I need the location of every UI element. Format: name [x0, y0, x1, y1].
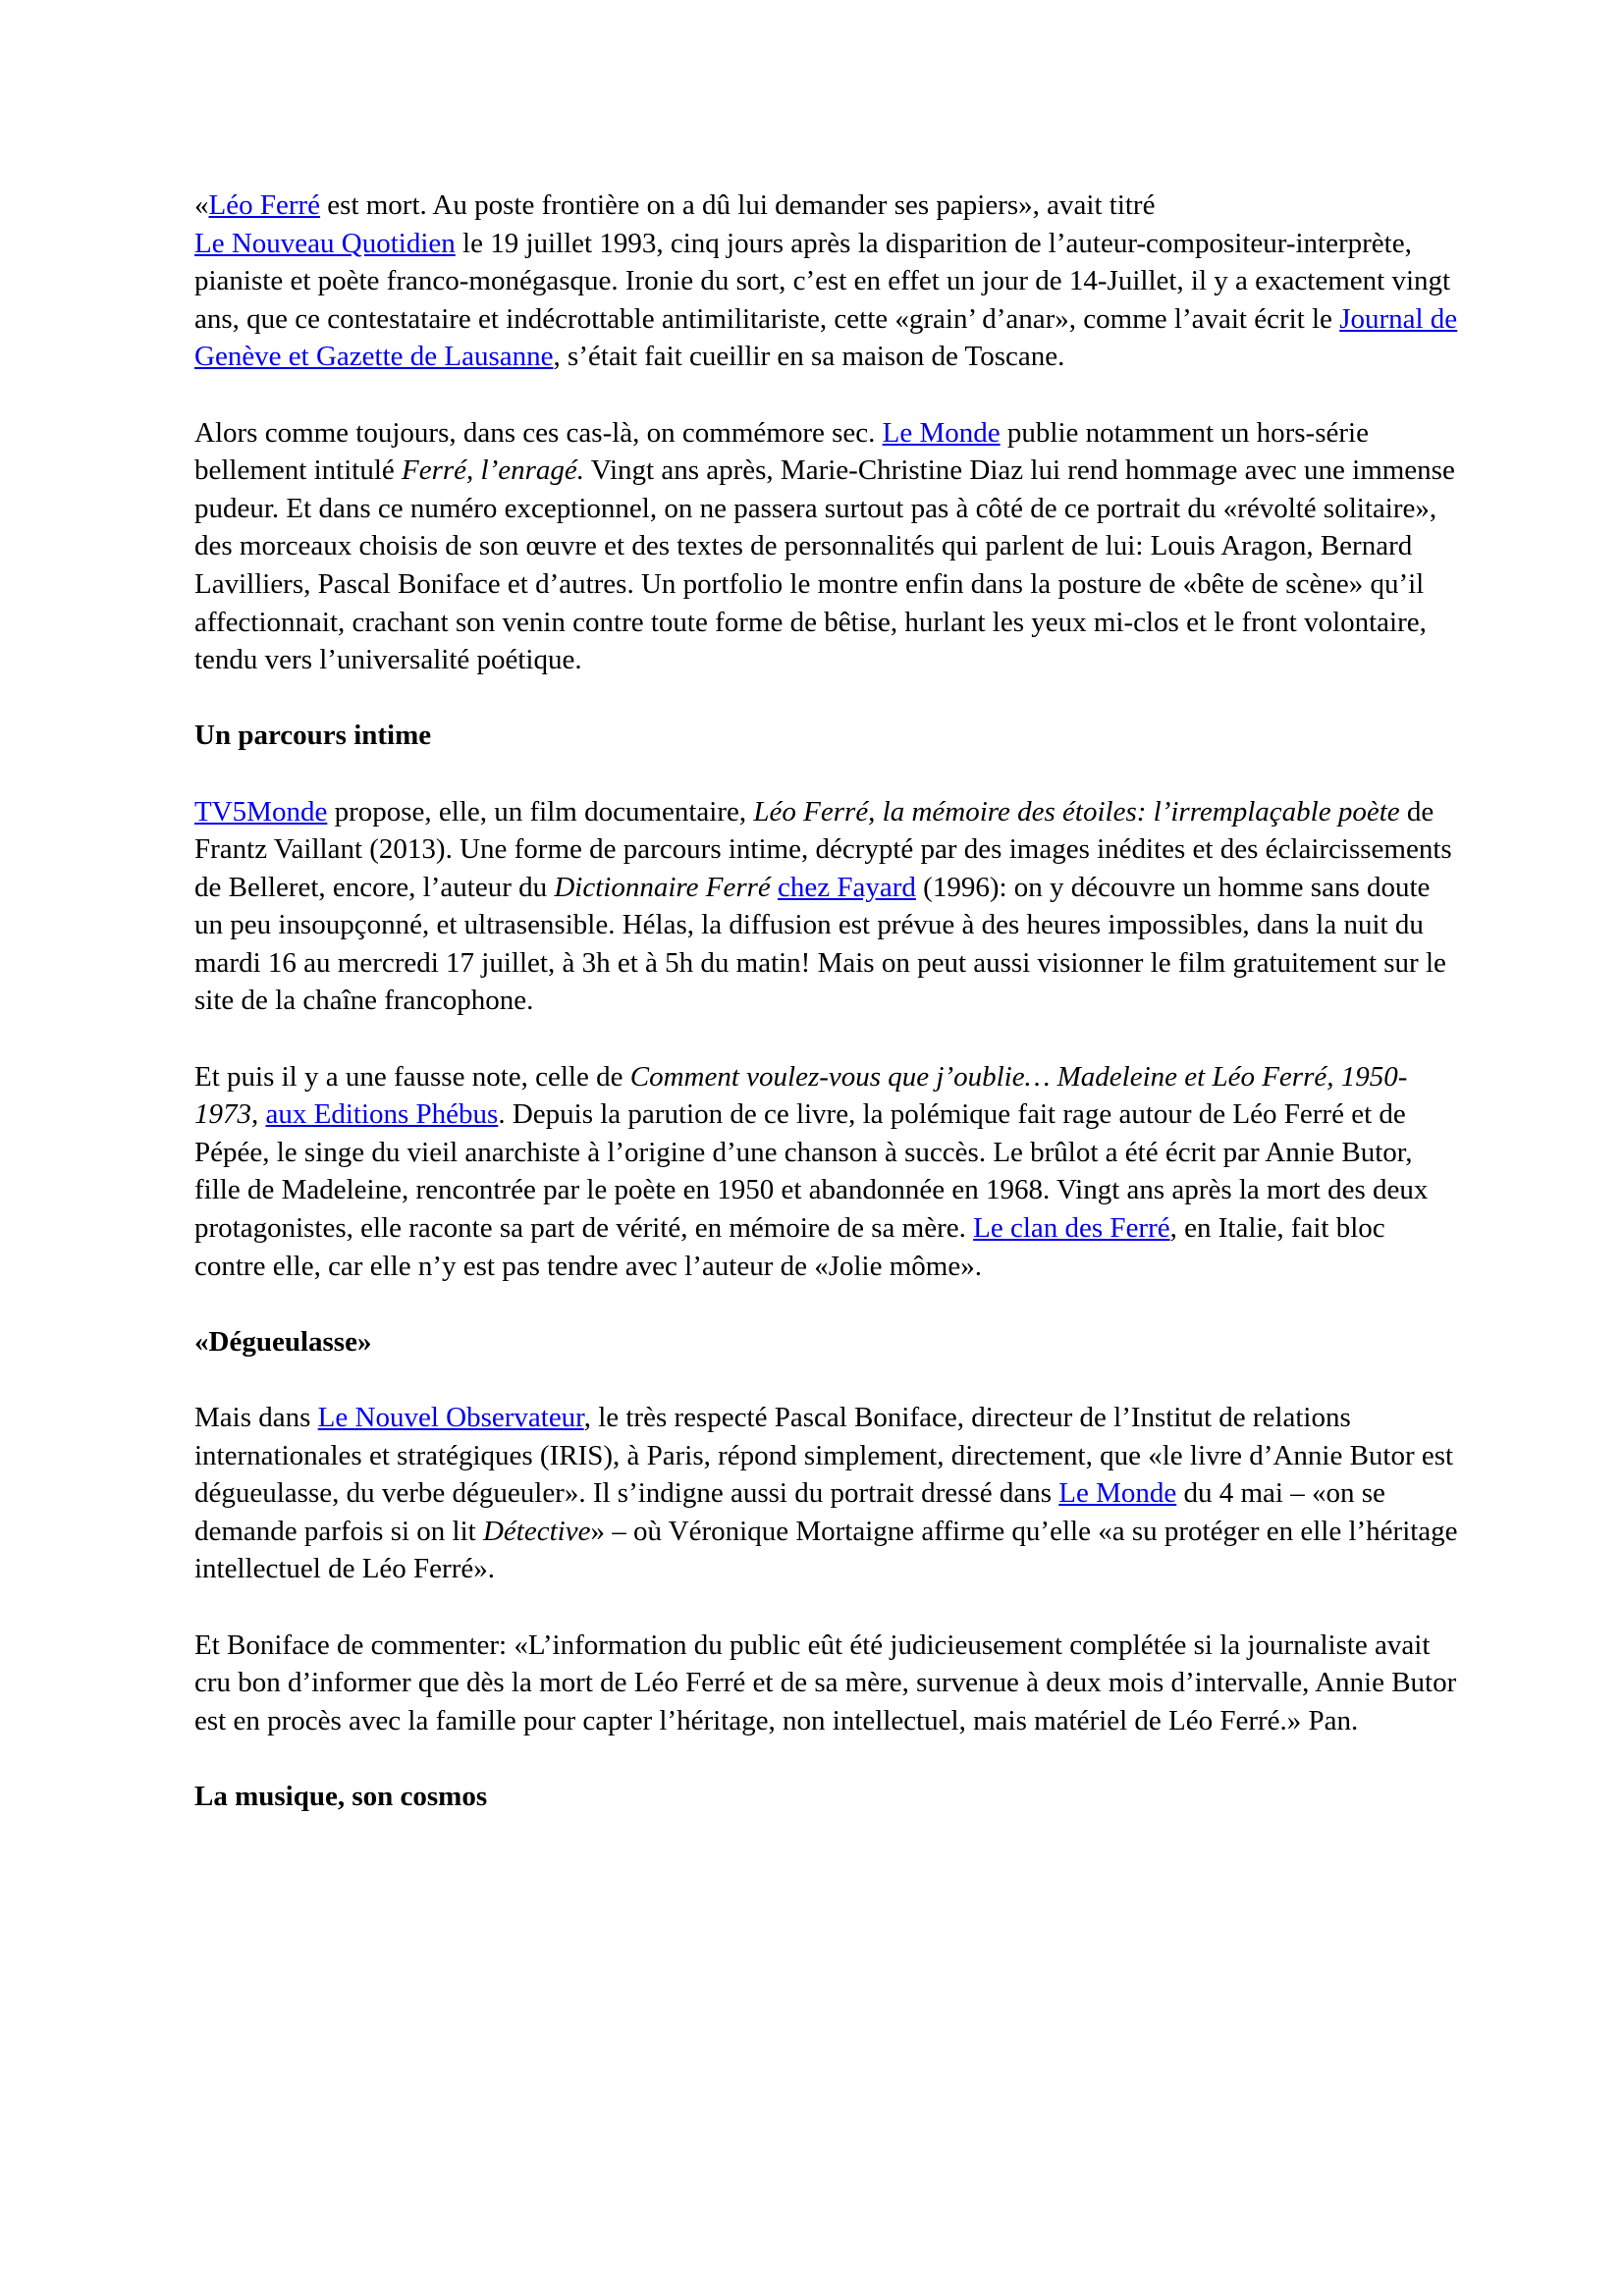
paragraph: [194, 414, 1461, 679]
paragraph: [194, 1058, 1461, 1286]
text-run: Un parcours intime: [194, 720, 432, 752]
italic-title: Léo Ferré, la mémoire des étoiles: l’irremplaçable poète: [753, 795, 1400, 828]
text-run: » – où Véronique Mortaigne affirme qu’elle «a su protéger en elle l’héritage intellectuel de Léo Ferré».: [194, 1515, 1458, 1585]
paragraph: [194, 187, 1461, 376]
link-le-monde[interactable]: Le Monde: [1058, 1477, 1177, 1510]
text-run: «Dégueulasse»: [194, 1325, 372, 1358]
link-le-nouveau-quotidien[interactable]: Le Nouveau Quotidien: [194, 227, 456, 259]
text-run: propose, elle, un film documentaire,: [327, 795, 754, 828]
text-run: est mort. Au poste frontière on a dû lui demander ses papiers», avait titré: [320, 189, 1156, 221]
text-run: , en Italie, fait bloc contre elle, car elle n’y est pas tendre avec l’auteur de «Jolie môme».: [194, 1212, 1385, 1282]
text-run: Et Boniface de commenter: «L’information du public eût été judicieusement complétée si la journaliste avait cru bon d’informer que dès la mort de Léo Ferré et de sa mère, survenue à deux mois d’intervalle, Annie Butor est en procès avec la famille pour capter l’héritage, non intellectuel, mais matériel de Léo Ferré.» Pan.: [194, 1629, 1457, 1736]
article-body: [194, 187, 1461, 1853]
text-run: du 4 mai – «on se demande parfois si on lit: [194, 1477, 1385, 1547]
text-run: [258, 1098, 265, 1130]
text-run: de Frantz Vaillant (2013). Une forme de parcours intime, décrypté par des images inédites et des éclaircissements de Belleret, encore, l’auteur du: [194, 795, 1452, 903]
text-run: (1996): on y découvre un homme sans doute un peu insoupçonné, et ultrasensible. Hélas, la diffusion est prévue à des heures impossibles, dans la nuit du mardi 16 au mercredi 17 juillet, à 3h et à 5h du matin! Mais on peut aussi visionner le film gratuitement sur le site de la chaîne francophone.: [194, 871, 1446, 1017]
italic-title: Dictionnaire Ferré: [554, 871, 771, 903]
section-heading: [194, 717, 1461, 755]
paragraph: [194, 1399, 1461, 1588]
paragraph: [194, 1627, 1461, 1740]
link-leo-ferre[interactable]: Léo Ferré: [208, 189, 321, 221]
link-journal-de-geneve-et-gazette-de-lausanne[interactable]: Journal de Genève et Gazette de Lausanne: [194, 302, 1458, 373]
link-tv5monde[interactable]: TV5Monde: [194, 795, 328, 828]
text-run: , s’était fait cueillir en sa maison de Toscane.: [553, 341, 1065, 373]
text-run: Alors comme toujours, dans ces cas-là, on commémore sec.: [194, 416, 883, 449]
text-run: «: [194, 189, 209, 221]
text-run: publie notamment un hors-série bellement intitulé: [194, 416, 1369, 487]
section-heading: [194, 1323, 1461, 1362]
italic-title: Comment voulez-vous que j’oublie… Madeleine et Léo Ferré, 1950-1973,: [194, 1060, 1408, 1131]
link-chez-fayard[interactable]: chez Fayard: [778, 871, 916, 903]
text-run: [771, 872, 778, 903]
italic-title: Ferré, l’enragé.: [402, 454, 585, 487]
link-le-monde[interactable]: Le Monde: [882, 416, 1001, 449]
text-run: , le très respecté Pascal Boniface, directeur de l’Institut de relations internationales et stratégiques (IRIS), à Paris, répond simplement, directement, que «le livre d’Annie Butor est dégueulasse, du verbe dégueuler». Il s’indigne aussi du portrait dressé dans: [194, 1402, 1454, 1510]
paragraph: [194, 793, 1461, 1021]
text-run: La musique, son cosmos: [194, 1780, 488, 1812]
text-run: Mais dans: [194, 1402, 318, 1433]
text-run: Et puis il y a une fausse note, celle de: [194, 1060, 630, 1093]
italic-title: Détective: [482, 1515, 591, 1547]
text-run: Vingt ans après, Marie-Christine Diaz lui rend hommage avec une immense pudeur. Et dans ce numéro exceptionnel, on ne passera surtout pas à côté de ce portrait du «révolté solitaire», des morceaux choisis de son œuvre et des textes de personnalités qui parlent de lui: Louis Aragon, Bernard Lavilliers, Pascal Boniface et d’autres. Un portfolio le montre enfin dans la posture de «bête de scène» qu’il affectionnait, crachant son venin contre toute forme de bêtise, hurlant les yeux mi-clos et le front volontaire, tendu vers l’universalité poétique.: [194, 454, 1455, 676]
link-aux-editions-phebus[interactable]: aux Editions Phébus: [265, 1098, 499, 1131]
section-heading: [194, 1778, 1461, 1816]
text-run: . Depuis la parution de ce livre, la polémique fait rage autour de Léo Ferré et de Pépée, le singe du vieil anarchiste à l’origine d’une chanson à succès. Le brûlot a été écrit par Annie Butor, fille de Madeleine, rencontrée par le poète en 1950 et abandonnée en 1968. Vingt ans après la mort des deux protagonistes, elle raconte sa part de vérité, en mémoire de sa mère.: [194, 1098, 1429, 1245]
link-le-nouvel-observateur[interactable]: Le Nouvel Observateur: [317, 1402, 584, 1433]
text-run: le 19 juillet 1993, cinq jours après la disparition de l’auteur-compositeur-interprète, pianiste et poète franco-monégasque. Ironie du sort, c’est en effet un jour de 14-Juillet, il y a exactement vingt ans, que ce contestataire et indécrottable antimilitariste, cette «grain’ d’anar», comme l’avait écrit le: [194, 227, 1451, 335]
link-le-clan-des-ferre[interactable]: Le clan des Ferré: [973, 1212, 1170, 1245]
